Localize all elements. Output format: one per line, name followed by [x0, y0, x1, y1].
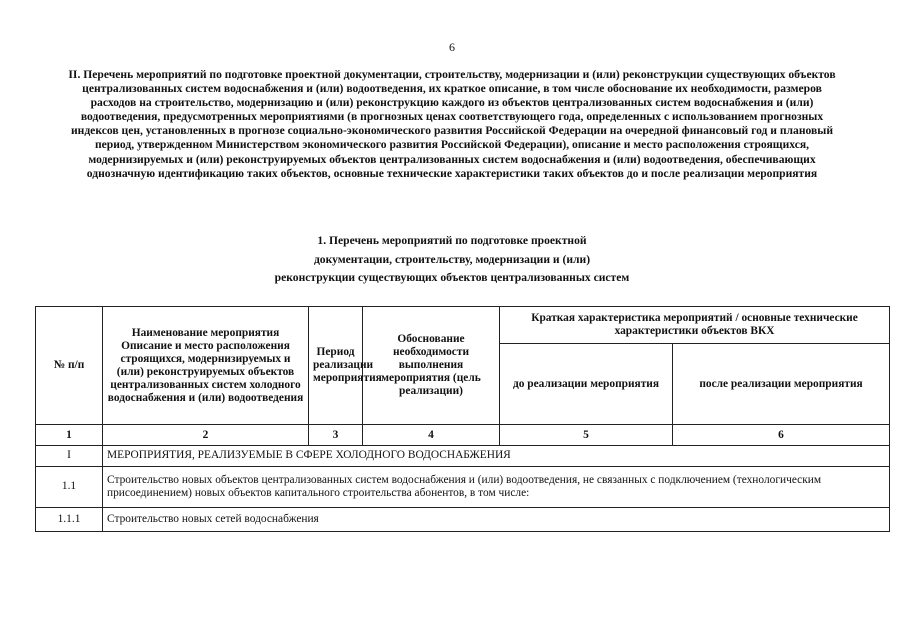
- header-before: до реализации мероприятия: [500, 344, 673, 425]
- header-after: после реализации мероприятия: [673, 344, 890, 425]
- measures-table: [35, 306, 890, 532]
- column-number: 3: [309, 425, 363, 446]
- page-number: 6: [449, 40, 455, 54]
- table-row: [36, 446, 890, 467]
- sub-heading-line-2: документации, строительству, модернизации и (или): [313, 252, 591, 266]
- section-heading: II. Перечень мероприятий по подготовке проектной документации, строительству, модернизации и (или) реконструкции существующих объектов централизованных систем водоснабжения и (или) водоотведения, их краткое описание, в том числе обоснование их необходимости, размеров расходов на строительство, модернизацию и (или) реконструкцию каждого из объектов централизованных систем водоснабжения и (или) водоотведения, предусмотренных мероприятиями (в прогнозных ценах соответствующего года, определенных с использованием прогнозных индексов цен, установленных в прогнозе социально-экономического развития Российской Федерации на очередной финансовый год и плановый период, утвержденном Министерством экономического развития Российской Федерации), описание и место расположения строящихся, модернизируемых и (или) реконструируемых объектов централизованных систем водоснабжения и (или) водоотведения, обеспечивающих однозначную идентификацию таких объектов, основные технические характеристики таких объектов до и после реализации мероприятия: [68, 68, 836, 180]
- row-number: 1.1.1: [36, 508, 103, 532]
- header-period: Период реализации мероприятия: [309, 307, 363, 425]
- sub-heading-line-3: реконструкции существующих объектов централизованных систем: [274, 271, 630, 284]
- row-number: I: [36, 446, 103, 467]
- table-row: [36, 467, 890, 508]
- header-justification: Обоснование необходимости выполнения мероприятия (цель реализации): [363, 307, 500, 425]
- row-text: МЕРОПРИЯТИЯ, РЕАЛИЗУЕМЫЕ В СФЕРЕ ХОЛОДНОГО ВОДОСНАБЖЕНИЯ: [103, 446, 890, 467]
- sub-heading: [200, 232, 704, 288]
- column-number: 1: [36, 425, 103, 446]
- column-number: 6: [673, 425, 890, 446]
- column-number: 2: [103, 425, 309, 446]
- sub-heading-line-1: 1. Перечень мероприятий по подготовке проектной: [317, 234, 587, 247]
- row-number: 1.1: [36, 467, 103, 508]
- row-text: Строительство новых сетей водоснабжения: [103, 508, 890, 532]
- header-row: [36, 307, 890, 344]
- table-row: [36, 508, 890, 532]
- column-number: 5: [500, 425, 673, 446]
- column-number-row: [36, 425, 890, 446]
- header-characteristics: Краткая характеристика мероприятий / основные технические характеристики объектов ВКХ: [500, 307, 890, 344]
- header-name: Наименование мероприятия Описание и место расположения строящихся, модернизируемых и (или) реконструируемых объектов централизованных систем холодного водоснабжения и (или) водоотведения: [103, 307, 309, 425]
- row-text: Строительство новых объектов централизованных систем водоснабжения и (или) водоотведения, не связанных с подключением (технологическим присоединением) новых объектов капитального строительства абонентов, в том числе:: [103, 467, 890, 508]
- column-number: 4: [363, 425, 500, 446]
- header-num: № п/п: [36, 307, 103, 425]
